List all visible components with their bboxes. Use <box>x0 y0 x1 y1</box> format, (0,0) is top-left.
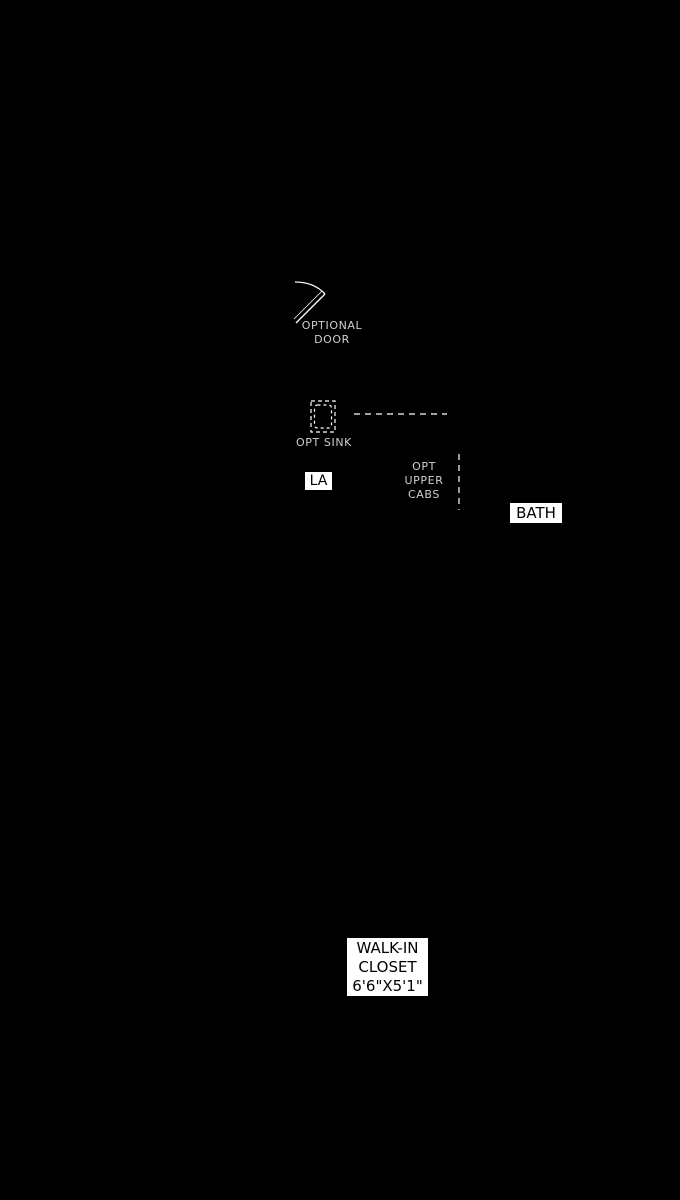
optional-door-note-line-1: OPTIONAL <box>301 319 363 332</box>
opt-sink-note-text: OPT SINK <box>296 436 352 449</box>
sink-icon <box>311 401 335 432</box>
opt-upper-cabs-note-line-1: OPT <box>412 460 436 473</box>
room-label-la: LA <box>305 472 332 490</box>
optional-door-note-line-2: DOOR <box>314 333 350 346</box>
opt-sink-note <box>290 436 358 450</box>
room-label-walk-in-closet <box>347 938 428 996</box>
opt-upper-cabs-note <box>396 460 452 502</box>
walk-in-closet-dimensions: 6'6"X5'1" <box>352 977 423 995</box>
sink-basin <box>315 405 332 428</box>
optional-door-note <box>295 319 369 347</box>
walk-in-closet-name-line-2: CLOSET <box>358 958 417 976</box>
room-label-bath: BATH <box>510 503 562 523</box>
optional-door-swing-symbol <box>294 282 325 323</box>
opt-upper-cabs-note-line-3: CABS <box>408 488 440 501</box>
door-leaf-inner <box>294 291 322 319</box>
walk-in-closet-name-line-1: WALK-IN <box>356 939 419 957</box>
opt-upper-cabs-note-line-2: UPPER <box>404 474 444 487</box>
